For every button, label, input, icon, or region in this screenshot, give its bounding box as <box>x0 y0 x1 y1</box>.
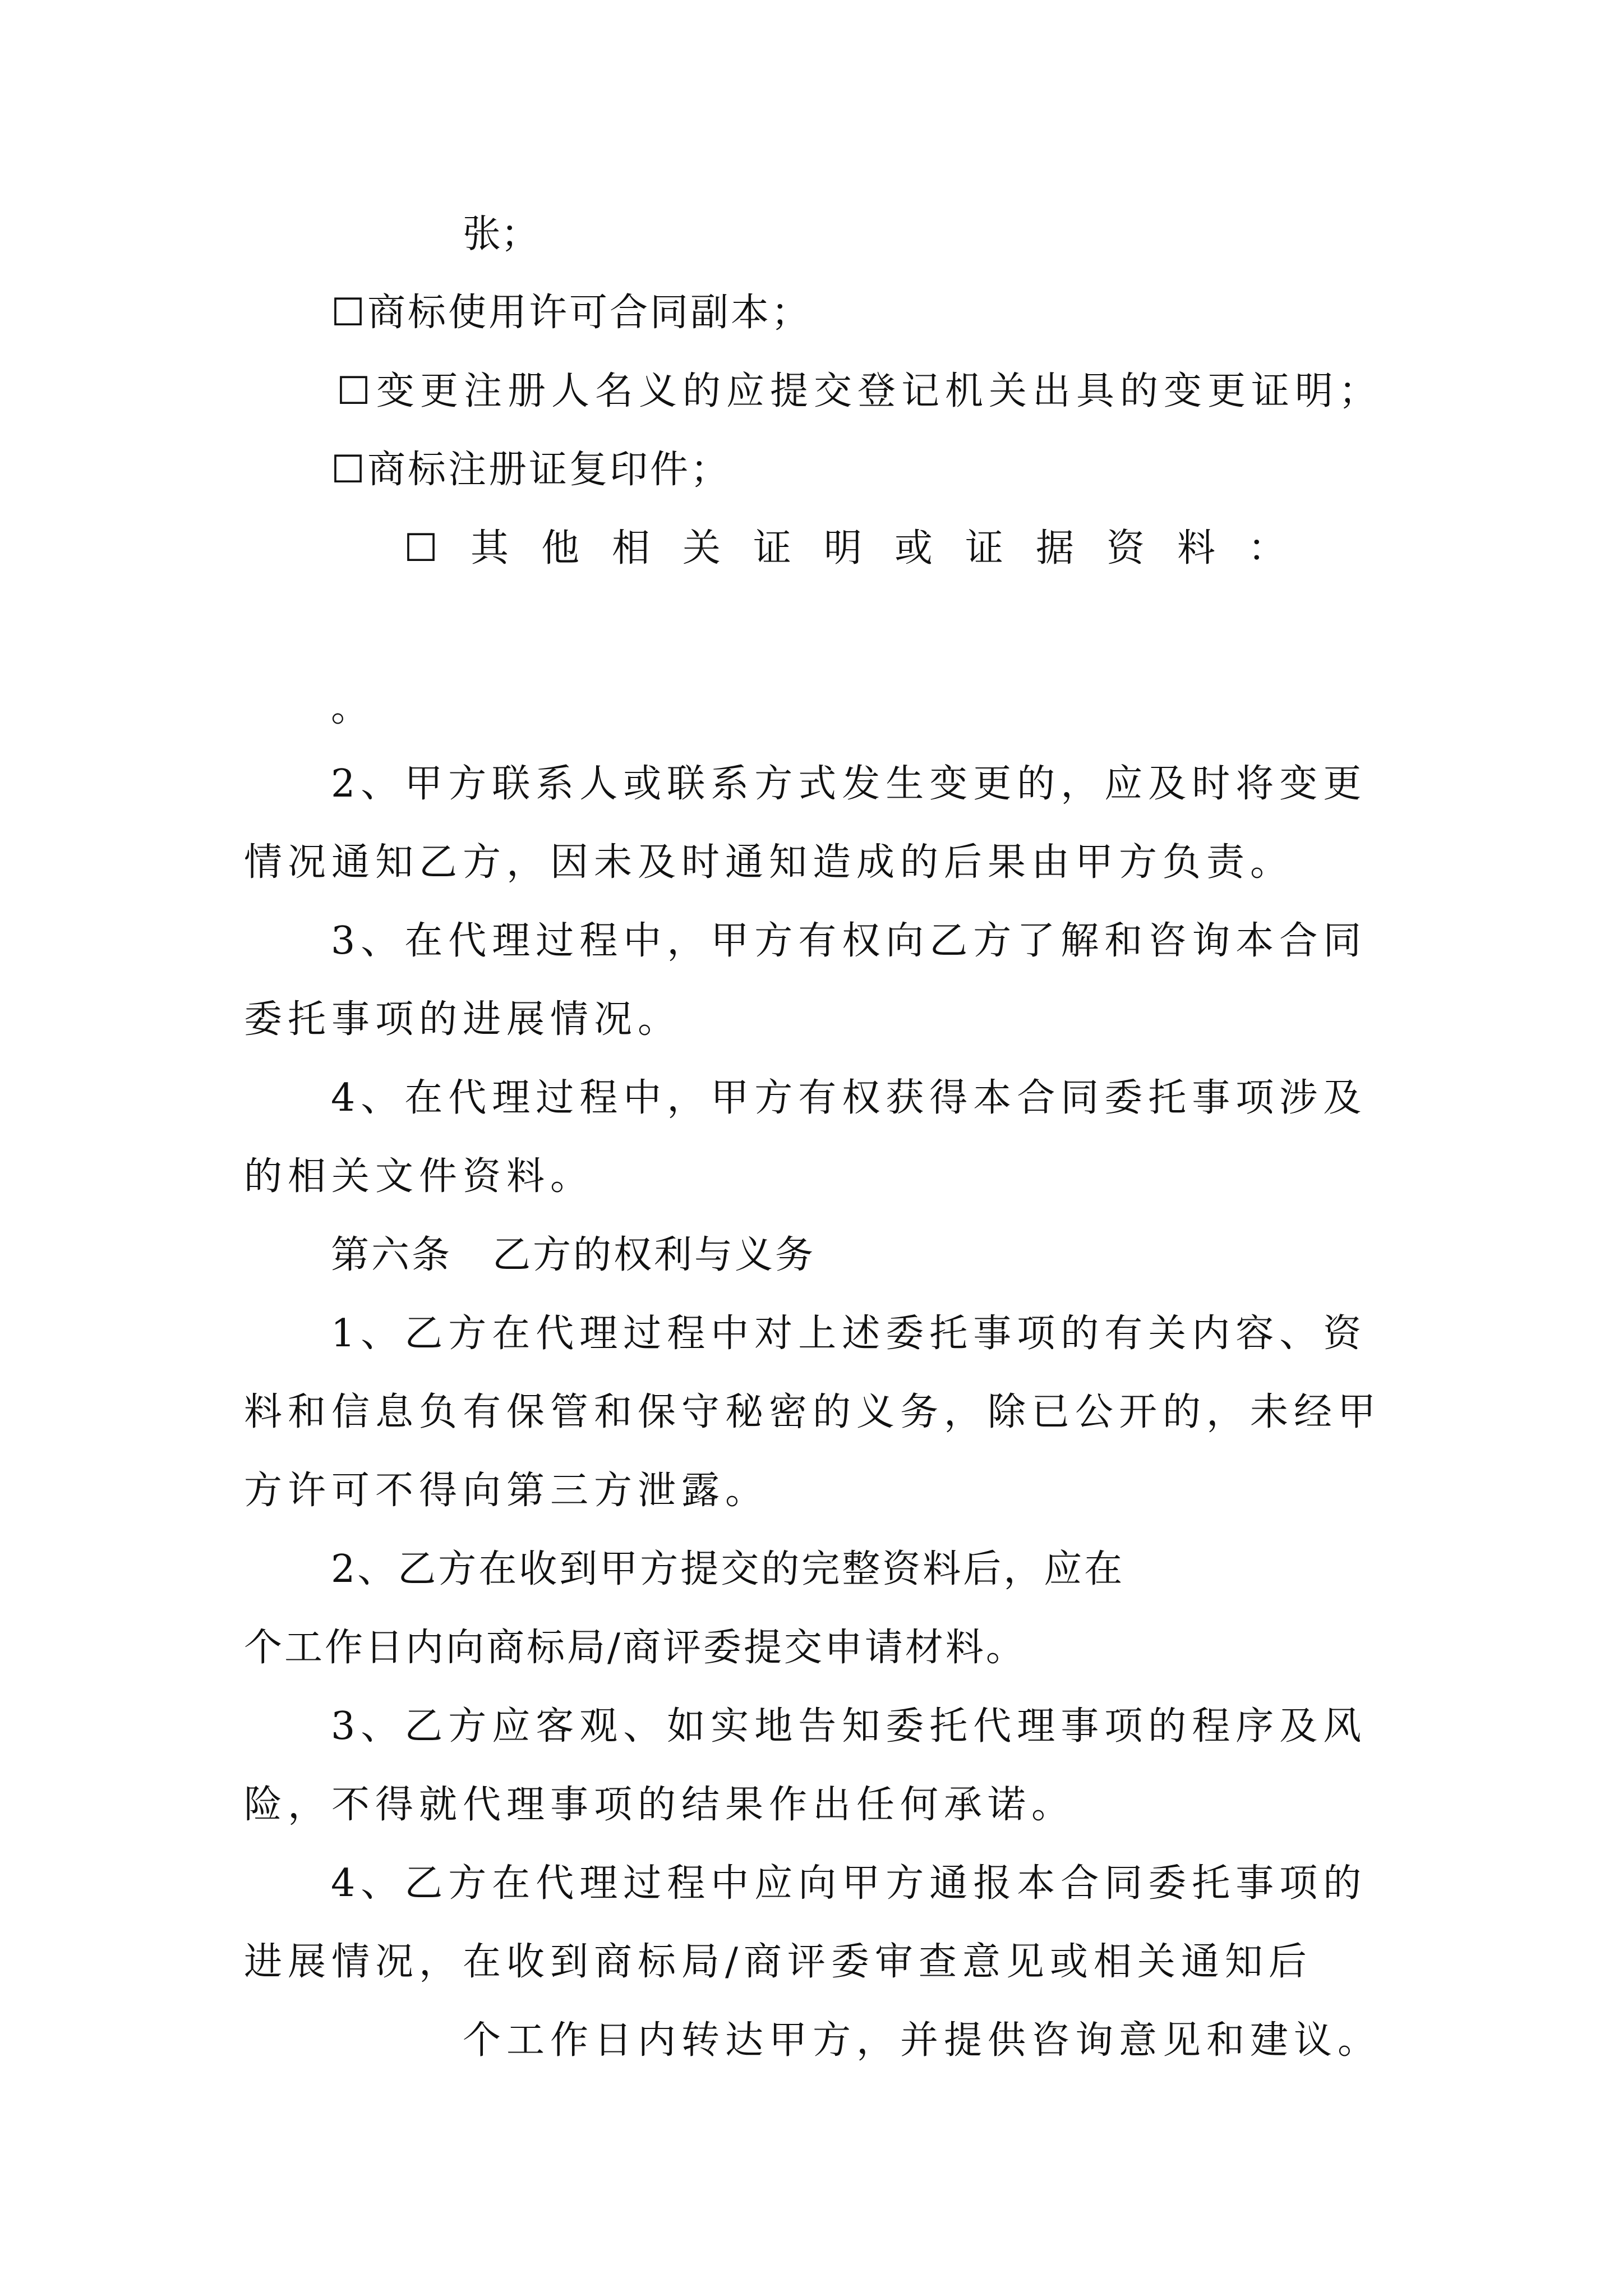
paragraph-line-14: 1、乙方在代理过程中对上述委托事项的有关内容、资 <box>331 1312 1367 1356</box>
paragraph-line-9: 3、在代理过程中，甲方有权向乙方了解和咨询本合同 <box>331 919 1367 963</box>
paragraph-line-18: 个工作日内向商标局/商评委提交申请材料。 <box>244 1626 1026 1670</box>
paragraph-line-17: 2、乙方在收到甲方提交的完整资料后，应在 <box>331 1547 1125 1591</box>
section-heading: 第六条 乙方的权利与义务 <box>331 1233 816 1277</box>
paragraph-line-21: 4、乙方在代理过程中应向甲方通报本合同委托事项的 <box>331 1861 1367 1906</box>
checklist-item-license-contract: ☐商标使用许可合同副本； <box>331 291 811 335</box>
paragraph-line-15: 料和信息负有保管和保守秘密的义务，除已公开的，未经甲 <box>244 1390 1382 1434</box>
paragraph-line-10: 委托事项的进展情况。 <box>244 997 682 1042</box>
paragraph-line-8: 情况通知乙方，因未及时通知造成的后果由甲方负责。 <box>244 840 1294 885</box>
checklist-item-change-certificate: ☐变更注册人名义的应提交登记机关出具的变更证明； <box>336 369 1382 413</box>
text-line-6: 。 <box>331 686 370 730</box>
paragraph-line-16: 方许可不得向第三方泄露。 <box>244 1469 769 1513</box>
paragraph-line-19: 3、乙方应客观、如实地告知委托代理事项的程序及风 <box>331 1704 1367 1749</box>
paragraph-line-22: 进展情况，在收到商标局/商评委审查意见或相关通知后 <box>244 1940 1312 1984</box>
paragraph-line-7: 2、甲方联系人或联系方式发生变更的，应及时将变更 <box>331 762 1367 806</box>
checklist-item-registration-copy: ☐商标注册证复印件； <box>331 448 731 492</box>
checklist-item-other-evidence: ☐其他相关证明或证据资料： <box>404 526 1318 570</box>
paragraph-line-12: 的相关文件资料。 <box>244 1154 594 1199</box>
paragraph-line-20: 险，不得就代理事项的结果作出任何承诺。 <box>244 1783 1076 1827</box>
paragraph-line-11: 4、在代理过程中，甲方有权获得本合同委托事项涉及 <box>331 1076 1367 1120</box>
paragraph-line-23: 个工作日内转达甲方，并提供咨询意见和建议。 <box>463 2018 1382 2063</box>
text-line-1: 张； <box>463 212 540 256</box>
